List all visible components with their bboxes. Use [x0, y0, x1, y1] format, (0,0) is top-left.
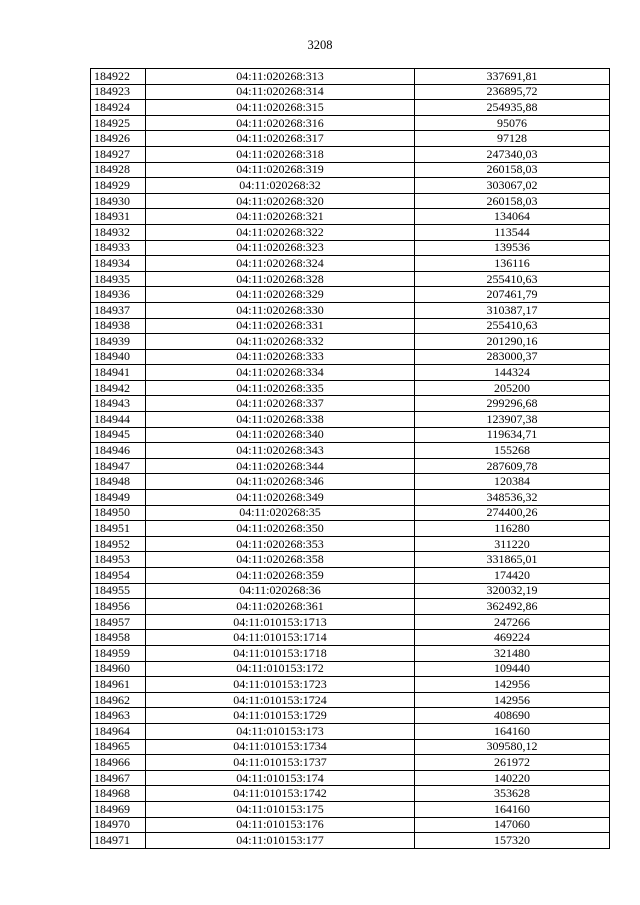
row-number-cell: 184968 — [91, 786, 146, 802]
row-number-cell: 184940 — [91, 349, 146, 365]
table-row — [91, 614, 610, 630]
row-number-cell: 184958 — [91, 630, 146, 646]
table-row — [91, 84, 610, 100]
cadastral-number-cell: 04:11:010153:177 — [146, 833, 415, 849]
row-number-cell: 184936 — [91, 287, 146, 303]
value-cell: 155268 — [415, 443, 610, 459]
row-number-cell: 184938 — [91, 318, 146, 334]
cadastral-number-cell: 04:11:020268:330 — [146, 302, 415, 318]
value-cell: 469224 — [415, 630, 610, 646]
cadastral-number-cell: 04:11:020268:36 — [146, 583, 415, 599]
cadastral-number-cell: 04:11:020268:314 — [146, 84, 415, 100]
table-row — [91, 443, 610, 459]
table-row — [91, 833, 610, 849]
table-row — [91, 271, 610, 287]
table-row — [91, 458, 610, 474]
value-cell: 147060 — [415, 817, 610, 833]
cadastral-number-cell: 04:11:010153:175 — [146, 801, 415, 817]
cadastral-number-cell: 04:11:020268:344 — [146, 458, 415, 474]
cadastral-number-cell: 04:11:020268:320 — [146, 193, 415, 209]
row-number-cell: 184943 — [91, 396, 146, 412]
row-number-cell: 184957 — [91, 614, 146, 630]
value-cell: 95076 — [415, 115, 610, 131]
cadastral-number-cell: 04:11:020268:331 — [146, 318, 415, 334]
cadastral-number-cell: 04:11:010153:173 — [146, 723, 415, 739]
value-cell: 109440 — [415, 661, 610, 677]
value-cell: 205200 — [415, 380, 610, 396]
row-number-cell: 184922 — [91, 69, 146, 85]
row-number-cell: 184952 — [91, 536, 146, 552]
row-number-cell: 184926 — [91, 131, 146, 147]
cadastral-number-cell: 04:11:020268:328 — [146, 271, 415, 287]
row-number-cell: 184931 — [91, 209, 146, 225]
row-number-cell: 184932 — [91, 224, 146, 240]
value-cell: 260158,03 — [415, 193, 610, 209]
table-row — [91, 349, 610, 365]
table-row — [91, 708, 610, 724]
table-row — [91, 427, 610, 443]
row-number-cell: 184966 — [91, 755, 146, 771]
cadastral-number-cell: 04:11:020268:343 — [146, 443, 415, 459]
table-row — [91, 193, 610, 209]
cadastral-number-cell: 04:11:020268:313 — [146, 69, 415, 85]
table-row — [91, 583, 610, 599]
value-cell: 207461,79 — [415, 287, 610, 303]
value-cell: 247266 — [415, 614, 610, 630]
value-cell: 144324 — [415, 365, 610, 381]
table-row — [91, 817, 610, 833]
cadastral-number-cell: 04:11:010153:172 — [146, 661, 415, 677]
row-number-cell: 184946 — [91, 443, 146, 459]
row-number-cell: 184954 — [91, 568, 146, 584]
table-row — [91, 162, 610, 178]
table-row — [91, 536, 610, 552]
value-cell: 139536 — [415, 240, 610, 256]
table-row — [91, 256, 610, 272]
table-row — [91, 692, 610, 708]
value-cell: 157320 — [415, 833, 610, 849]
value-cell: 348536,32 — [415, 490, 610, 506]
value-cell: 140220 — [415, 770, 610, 786]
cadastral-number-cell: 04:11:020268:316 — [146, 115, 415, 131]
cadastral-number-cell: 04:11:010153:1737 — [146, 755, 415, 771]
row-number-cell: 184929 — [91, 178, 146, 194]
table-row — [91, 677, 610, 693]
table-row — [91, 302, 610, 318]
cadastral-number-cell: 04:11:010153:1734 — [146, 739, 415, 755]
row-number-cell: 184967 — [91, 770, 146, 786]
value-cell: 120384 — [415, 474, 610, 490]
table-row — [91, 100, 610, 116]
value-cell: 136116 — [415, 256, 610, 272]
cadastral-number-cell: 04:11:020268:321 — [146, 209, 415, 225]
row-number-cell: 184964 — [91, 723, 146, 739]
value-cell: 236895,72 — [415, 84, 610, 100]
cadastral-number-cell: 04:11:020268:323 — [146, 240, 415, 256]
cadastral-number-cell: 04:11:020268:353 — [146, 536, 415, 552]
table-row — [91, 568, 610, 584]
table-row — [91, 287, 610, 303]
row-number-cell: 184947 — [91, 458, 146, 474]
cadastral-number-cell: 04:11:020268:335 — [146, 380, 415, 396]
row-number-cell: 184945 — [91, 427, 146, 443]
cadastral-number-cell: 04:11:020268:349 — [146, 490, 415, 506]
row-number-cell: 184970 — [91, 817, 146, 833]
value-cell: 123907,38 — [415, 412, 610, 428]
row-number-cell: 184934 — [91, 256, 146, 272]
value-cell: 320032,19 — [415, 583, 610, 599]
cadastral-number-cell: 04:11:010153:176 — [146, 817, 415, 833]
row-number-cell: 184962 — [91, 692, 146, 708]
value-cell: 113544 — [415, 224, 610, 240]
row-number-cell: 184961 — [91, 677, 146, 693]
cadastral-number-cell: 04:11:020268:332 — [146, 334, 415, 350]
cadastral-number-cell: 04:11:020268:346 — [146, 474, 415, 490]
value-cell: 311220 — [415, 536, 610, 552]
table-row — [91, 115, 610, 131]
cadastral-number-cell: 04:11:020268:315 — [146, 100, 415, 116]
data-table — [90, 68, 610, 849]
cadastral-number-cell: 04:11:020268:32 — [146, 178, 415, 194]
cadastral-number-cell: 04:11:020268:329 — [146, 287, 415, 303]
table-row — [91, 131, 610, 147]
value-cell: 97128 — [415, 131, 610, 147]
row-number-cell: 184923 — [91, 84, 146, 100]
cadastral-number-cell: 04:11:020268:337 — [146, 396, 415, 412]
row-number-cell: 184963 — [91, 708, 146, 724]
row-number-cell: 184955 — [91, 583, 146, 599]
value-cell: 134064 — [415, 209, 610, 225]
cadastral-number-cell: 04:11:010153:1723 — [146, 677, 415, 693]
table-row — [91, 599, 610, 615]
value-cell: 119634,71 — [415, 427, 610, 443]
value-cell: 247340,03 — [415, 146, 610, 162]
value-cell: 299296,68 — [415, 396, 610, 412]
row-number-cell: 184942 — [91, 380, 146, 396]
table-row — [91, 786, 610, 802]
table-row — [91, 240, 610, 256]
table-row — [91, 505, 610, 521]
value-cell: 142956 — [415, 692, 610, 708]
cadastral-number-cell: 04:11:020268:361 — [146, 599, 415, 615]
row-number-cell: 184971 — [91, 833, 146, 849]
value-cell: 164160 — [415, 801, 610, 817]
row-number-cell: 184935 — [91, 271, 146, 287]
table-row — [91, 801, 610, 817]
table-row — [91, 552, 610, 568]
row-number-cell: 184928 — [91, 162, 146, 178]
cadastral-number-cell: 04:11:020268:340 — [146, 427, 415, 443]
value-cell: 260158,03 — [415, 162, 610, 178]
row-number-cell: 184956 — [91, 599, 146, 615]
value-cell: 174420 — [415, 568, 610, 584]
value-cell: 255410,63 — [415, 318, 610, 334]
cadastral-number-cell: 04:11:020268:358 — [146, 552, 415, 568]
table-row — [91, 474, 610, 490]
row-number-cell: 184965 — [91, 739, 146, 755]
cadastral-number-cell: 04:11:020268:322 — [146, 224, 415, 240]
value-cell: 337691,81 — [415, 69, 610, 85]
table-row — [91, 334, 610, 350]
row-number-cell: 184927 — [91, 146, 146, 162]
table-row — [91, 178, 610, 194]
value-cell: 353628 — [415, 786, 610, 802]
page-number: 3208 — [307, 38, 333, 52]
table-row — [91, 770, 610, 786]
cadastral-number-cell: 04:11:010153:1713 — [146, 614, 415, 630]
row-number-cell: 184933 — [91, 240, 146, 256]
cadastral-number-cell: 04:11:020268:350 — [146, 521, 415, 537]
row-number-cell: 184969 — [91, 801, 146, 817]
value-cell: 274400,26 — [415, 505, 610, 521]
value-cell: 408690 — [415, 708, 610, 724]
value-cell: 142956 — [415, 677, 610, 693]
value-cell: 164160 — [415, 723, 610, 739]
table-row — [91, 69, 610, 85]
cadastral-number-cell: 04:11:020268:318 — [146, 146, 415, 162]
value-cell: 287609,78 — [415, 458, 610, 474]
table-row — [91, 318, 610, 334]
cadastral-number-cell: 04:11:010153:1729 — [146, 708, 415, 724]
cadastral-number-cell: 04:11:020268:333 — [146, 349, 415, 365]
table-row — [91, 396, 610, 412]
row-number-cell: 184937 — [91, 302, 146, 318]
cadastral-number-cell: 04:11:010153:174 — [146, 770, 415, 786]
row-number-cell: 184950 — [91, 505, 146, 521]
row-number-cell: 184944 — [91, 412, 146, 428]
table-row — [91, 412, 610, 428]
cadastral-number-cell: 04:11:020268:317 — [146, 131, 415, 147]
cadastral-number-cell: 04:11:020268:338 — [146, 412, 415, 428]
value-cell: 331865,01 — [415, 552, 610, 568]
row-number-cell: 184953 — [91, 552, 146, 568]
row-number-cell: 184930 — [91, 193, 146, 209]
table-row — [91, 630, 610, 646]
value-cell: 309580,12 — [415, 739, 610, 755]
table-row — [91, 645, 610, 661]
value-cell: 321480 — [415, 645, 610, 661]
row-number-cell: 184951 — [91, 521, 146, 537]
value-cell: 283000,37 — [415, 349, 610, 365]
table-body — [91, 69, 610, 849]
row-number-cell: 184939 — [91, 334, 146, 350]
value-cell: 201290,16 — [415, 334, 610, 350]
row-number-cell: 184960 — [91, 661, 146, 677]
value-cell: 254935,88 — [415, 100, 610, 116]
value-cell: 261972 — [415, 755, 610, 771]
row-number-cell: 184959 — [91, 645, 146, 661]
table-row — [91, 209, 610, 225]
row-number-cell: 184941 — [91, 365, 146, 381]
table-row — [91, 146, 610, 162]
table-row — [91, 490, 610, 506]
value-cell: 362492,86 — [415, 599, 610, 615]
table-row — [91, 224, 610, 240]
table-row — [91, 521, 610, 537]
cadastral-number-cell: 04:11:010153:1724 — [146, 692, 415, 708]
row-number-cell: 184948 — [91, 474, 146, 490]
value-cell: 116280 — [415, 521, 610, 537]
row-number-cell: 184949 — [91, 490, 146, 506]
cadastral-number-cell: 04:11:020268:334 — [146, 365, 415, 381]
table-row — [91, 739, 610, 755]
row-number-cell: 184924 — [91, 100, 146, 116]
cadastral-number-cell: 04:11:010153:1714 — [146, 630, 415, 646]
table-row — [91, 365, 610, 381]
table-row — [91, 723, 610, 739]
cadastral-number-cell: 04:11:020268:359 — [146, 568, 415, 584]
row-number-cell: 184925 — [91, 115, 146, 131]
cadastral-number-cell: 04:11:020268:319 — [146, 162, 415, 178]
table-row — [91, 755, 610, 771]
cadastral-number-cell: 04:11:010153:1742 — [146, 786, 415, 802]
table-row — [91, 661, 610, 677]
value-cell: 310387,17 — [415, 302, 610, 318]
cadastral-number-cell: 04:11:010153:1718 — [146, 645, 415, 661]
value-cell: 303067,02 — [415, 178, 610, 194]
cadastral-number-cell: 04:11:020268:324 — [146, 256, 415, 272]
table-row — [91, 380, 610, 396]
cadastral-number-cell: 04:11:020268:35 — [146, 505, 415, 521]
value-cell: 255410,63 — [415, 271, 610, 287]
